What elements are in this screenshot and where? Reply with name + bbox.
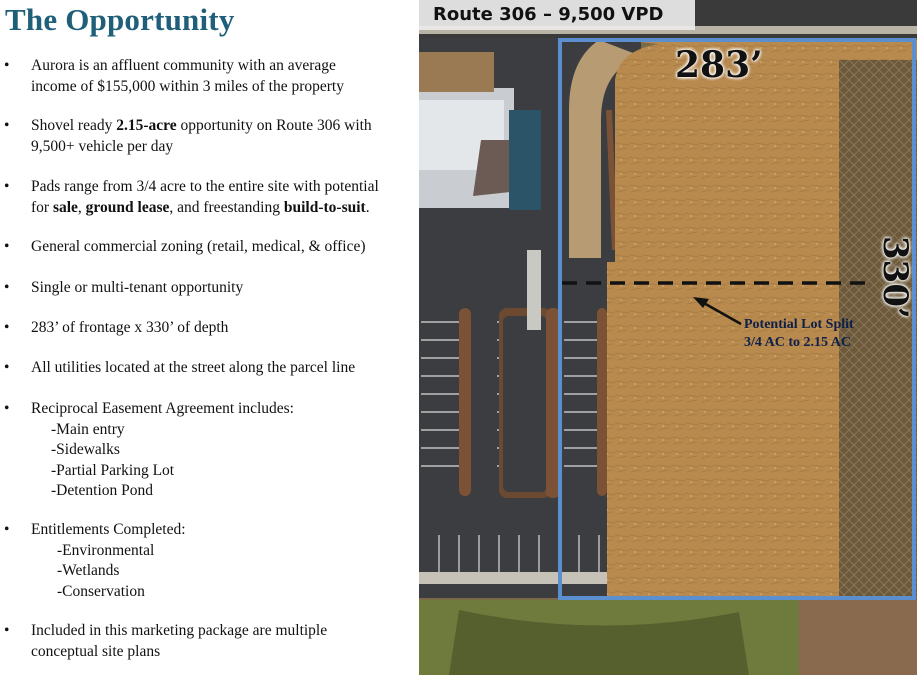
bullet-dot: •: [4, 57, 10, 74]
frontage-dimension: 283’: [675, 44, 763, 86]
easement-item: -Detention Pond: [51, 482, 154, 499]
bullet-dot: •: [4, 178, 10, 195]
bullet-dot: •: [4, 319, 10, 336]
bullet-dot: •: [4, 117, 10, 134]
aerial-site-photo: [419, 0, 917, 675]
bullet-dot: •: [4, 622, 10, 639]
entitlement-item: -Wetlands: [57, 562, 120, 579]
bullet-dot: •: [4, 400, 10, 417]
bullet-dot: •: [4, 359, 10, 376]
route-traffic-label: Route 306 – 9,500 VPD: [419, 0, 695, 30]
easement-item: -Partial Parking Lot: [51, 461, 175, 479]
text-panel: The Opportunity • Aurora is an affluent community with an average income of $155,000 within 3 miles of the property • Shovel ready 2.15-acre opportunity on Route 306 with 9,500+ vehicle per day • Pads range from 3/4 acre to the entire site with potential for sale, ground lease, and freestanding build-to-suit. • General commercial zoning (retail, medical, & office) • Single or multi-tenant opportunity • 283’ of frontage x 330’ of depth • All utilities located at the street along the parcel line • Reciprocal Easement Agreement includes: -Main entry -Sidewalks -Partial Parking Lot -Detention Pond • Entitlements Completed: -Environmental -Wetlands -Conservation • Included in this marketing package are multiple conceptual site plans: [0, 0, 419, 675]
bullet-dot: •: [4, 238, 10, 255]
easement-item: -Main entry: [51, 420, 125, 438]
page-title: The Opportunity: [5, 2, 235, 37]
depth-dimension: 330’: [875, 236, 915, 319]
lot-split-label: Potential Lot Split 3/4 AC to 2.15 AC: [744, 317, 854, 350]
entitlement-item: -Environmental: [57, 541, 155, 559]
bullet-dot: •: [4, 521, 10, 538]
easement-item: -Sidewalks: [51, 441, 120, 458]
entitlement-item: -Conservation: [57, 582, 145, 600]
bullet-dot: •: [4, 279, 10, 296]
